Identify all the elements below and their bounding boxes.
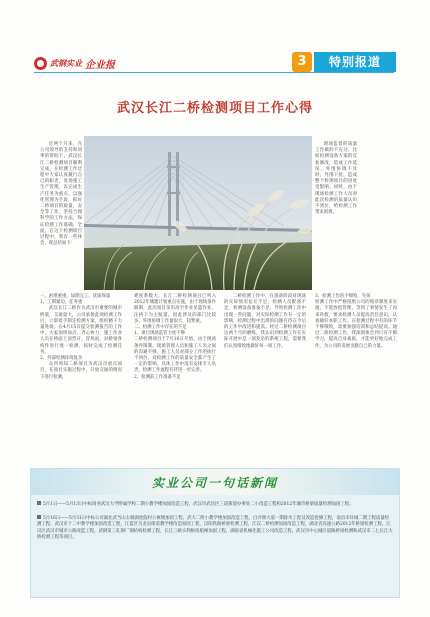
article-column-left-bottom bbox=[40, 294, 122, 381]
bullet-icon bbox=[37, 501, 41, 505]
article-column-left-top bbox=[40, 142, 82, 247]
article-heading: 一、困难重重，如期完工、优质保量 bbox=[40, 294, 111, 299]
article-subheading: 1、工期紧迫，任务重 bbox=[40, 300, 83, 306]
news-brief-item bbox=[37, 515, 393, 542]
news-brief-item bbox=[37, 501, 393, 508]
paper-name: 企业报 bbox=[85, 60, 115, 71]
bullet-icon bbox=[37, 515, 41, 519]
news-brief-text: 5月1日——5月13日中标商业武汉大学附属学校二期小教学楼加固改造工程，武汉市武昌区三道街道办事处二小改造工程和2012年城市桥梁质量检测加固工程。 bbox=[43, 502, 354, 507]
banner-header bbox=[31, 469, 399, 495]
bridge-photo bbox=[84, 136, 312, 290]
article-paragraph: 众所周知二桥项目为武汉市重点项目，在项目实施过程中，开放交通的情况下进行检测， bbox=[40, 362, 122, 380]
article-paragraph: 二桥检测工作中，在准备阶段对现场的实际情况估计不足，检测人员配备不足，检测设备准备不足，导致检测工作中出现一些问题，对实际检测工作有一定的影响，检测过程中出现的问题有待在今后的工作中改进和提高。经过二桥检测项目这两个月的磨练，我认识到检测工作在实际开展中是一项复杂的系统工程，需要我们认真细致地做好每一项工作。 bbox=[224, 294, 306, 349]
article-paragraph: 难度系数大，长江二桥检测项目已列入2012年城建计划重点实施，由于现场条件限制，此次项目采用高空作业吊篮作业，注桥下为主航道，因此涉及的部门比较多，外围协调工作量很大，较繁重。 二、检测工作中存在的不足 1、项目现场监管力度不够 二桥检测项目于7月16日开始，由于现场条件限制，现场管理人员和施工人员之间的沟通不够，施工人员对部分工作的执行不到位，对检测工作的质量安全都产生了一定的影响，具体工作中没有安排专人负责，检测工作流程有待进一步完善。 2、检测前工作准备不足 bbox=[134, 294, 216, 380]
news-brief-text: 5月16日——5月31日中标公司湖北武当山太极湖度假村公寓楼加固工程，武大二附小教学楼加固改造工程，白沙洲大道一期排水工程及改造抢修工程，南昌市环城二期工程质量检测工程，武汉市十二中教学楼加固改造工程，江夏区乌龙泉街道教学楼改造加固工程，汉阳铁路桥梁检测工程，江汉二桥检测加固改造工程，湖北省高速公路2012年桥梁检测工程，江汉区武汉市城市公路改造工程，武钢第三轧钢厂钢结构检测工程，长江三峡水利枢纽船闸加固工程，湖南省机械化施工公司改造工程，武汉市中心城区道路桥梁检测和武汉市二七长江大桥检测工程等项目。 bbox=[37, 516, 393, 541]
header-divider bbox=[34, 72, 394, 73]
brand bbox=[34, 56, 115, 71]
brand-name: 武钢实业 bbox=[50, 59, 82, 68]
article-column-right-top bbox=[315, 142, 357, 216]
article-paragraph: 现场监督的质量工作做的不充分，比如检测设备方案的反复修改，造成工作延误，外围协调不及时，外围干扰，造成整个检测项目的进度受影响。同时，由于现场检测工作人员对此次检测的质量认识不到位，给检测工作带来困难。 bbox=[315, 142, 357, 216]
section-title: 特别报道 bbox=[314, 52, 396, 72]
brand-logo-icon bbox=[34, 57, 47, 70]
banner-title: 实业公司一句话新闻 bbox=[151, 476, 278, 490]
section-number-badge: 3 bbox=[292, 52, 312, 72]
article-column-middle bbox=[134, 294, 216, 381]
news-brief-banner bbox=[30, 468, 400, 598]
bridge-photo-image bbox=[84, 136, 312, 290]
article-column-right-bottom bbox=[315, 294, 397, 350]
article-title: 武汉长江二桥检测项目工作心得 bbox=[116, 101, 313, 116]
article-subheading: 2、外部检测环境复杂 bbox=[40, 356, 83, 362]
article-paragraph: 近两个月来，在公司领导的支持和同事的帮助下，武汉长江二桥检测项目顺利完成，在检测工作过程中大家认真履行自己的职责，发扬施工生产管理，以完成生产任务为重点，以强化管理为手段，抓好二桥项目的质量、安全等工作，坚持合理科学的工作方法，保证检测工作准确、全面。在这个检测项目过程中，我有一些体会，现总结如下： bbox=[40, 142, 82, 247]
article-paragraph: 武汉长江二桥作为武汉市重要的城市桥梁，交通量大，公司承接此项检测工作后，立即着手制定检测方案，组织精干力量进场。在4月15日提交检测报告的工作中，大家加班加点，齐心协力，施工作业人员在桥面上顶烈日，冒风雨，对桥梁各构件进行逐一检测，按时完成了检测任务。 bbox=[40, 306, 122, 355]
article-column-right-middle bbox=[224, 294, 306, 350]
page-header bbox=[0, 0, 430, 78]
article-paragraph: 3、检测工作的不细致，失误 检测工作中严格按照公司的规章制度来实施，不能放松管理，等到了事情发生了再来补救，要求检测人员提高责任意识，认真做好本职工作。在检测过程中有的环节不够细致，需要加强培训和总结提高。通过二桥检测工作，我深刻体会到只有不断学习，提高自身素质，才能更好地完成工作，为公司的发展贡献自己的力量。 bbox=[315, 294, 397, 349]
